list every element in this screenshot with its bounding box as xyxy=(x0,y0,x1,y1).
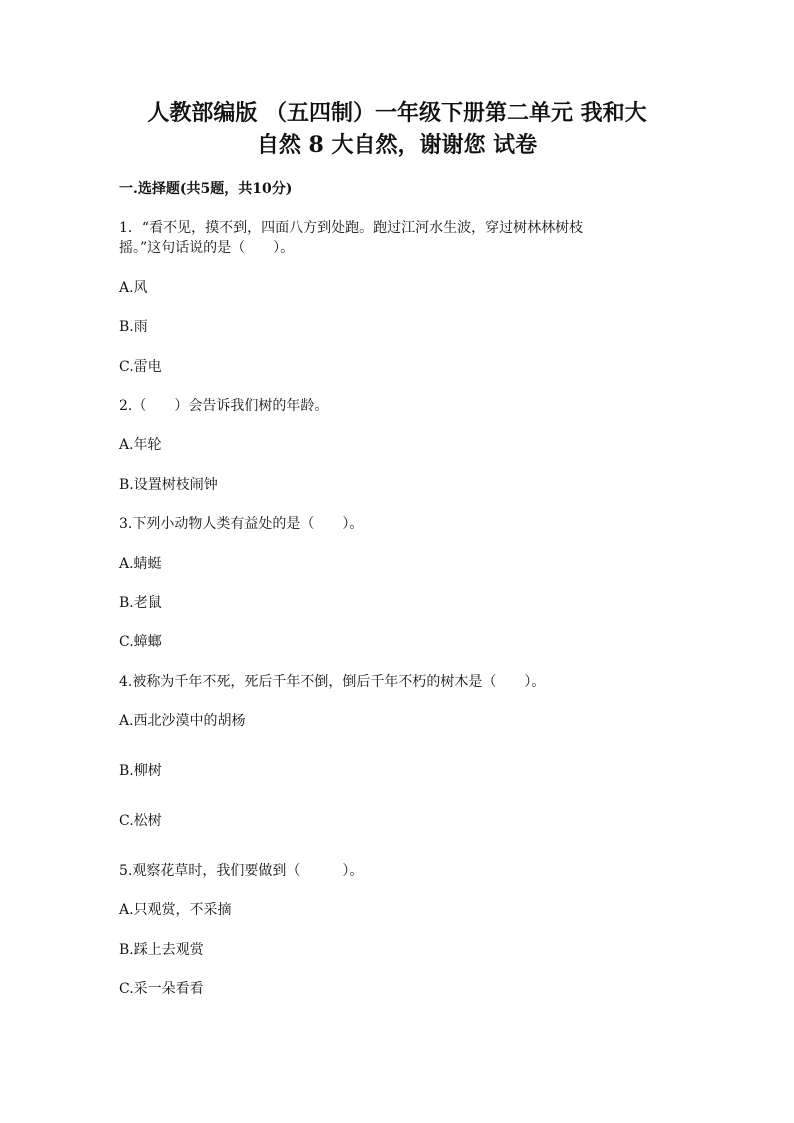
question-2-stem: 2.（ ）会告诉我们树的年龄。 xyxy=(119,398,329,414)
question-3-stem: 3.下列小动物人类有益处的是（ ）。 xyxy=(119,516,364,532)
question-4-option-b: B.柳树 xyxy=(119,763,162,779)
question-5-option-b: B.踩上去观赏 xyxy=(119,942,204,958)
question-3-option-a: A.蜻蜓 xyxy=(119,556,162,572)
question-1-option-c: C.雷电 xyxy=(119,359,162,375)
question-3-option-c: C.蟑螂 xyxy=(119,634,162,650)
page-title-line-1: 人教部编版 （五四制）一年级下册第二单元 我和大 xyxy=(147,100,647,126)
question-5-option-a: A.只观赏，不采摘 xyxy=(119,902,232,918)
question-2-option-a: A.年轮 xyxy=(119,437,162,453)
question-5-stem: 5.观察花草时，我们要做到（ ）。 xyxy=(119,863,364,879)
question-4-option-a: A.西北沙漠中的胡杨 xyxy=(119,713,246,729)
page-title-line-2: 自然 8 大自然，谢谢您 试卷 xyxy=(256,132,538,158)
question-2-option-b: B.设置树枝闹钟 xyxy=(119,477,218,493)
question-1-option-a: A.风 xyxy=(119,280,148,296)
question-1-stem-line-2: 摇。”这句话说的是（ ）。 xyxy=(119,240,295,256)
section-heading: 一.选择题(共5题，共10分) xyxy=(119,181,293,197)
question-1-option-b: B.雨 xyxy=(119,319,148,335)
question-3-option-b: B.老鼠 xyxy=(119,595,162,611)
question-5-option-c: C.采一朵看看 xyxy=(119,981,204,997)
question-4-option-c: C.松树 xyxy=(119,813,162,829)
question-1-stem-line-1: 1．“看不见，摸不到，四面八方到处跑。跑过江河水生波，穿过树林林树枝 xyxy=(119,220,584,236)
question-4-stem: 4.被称为千年不死，死后千年不倒，倒后千年不朽的树木是（ ）。 xyxy=(119,674,546,690)
